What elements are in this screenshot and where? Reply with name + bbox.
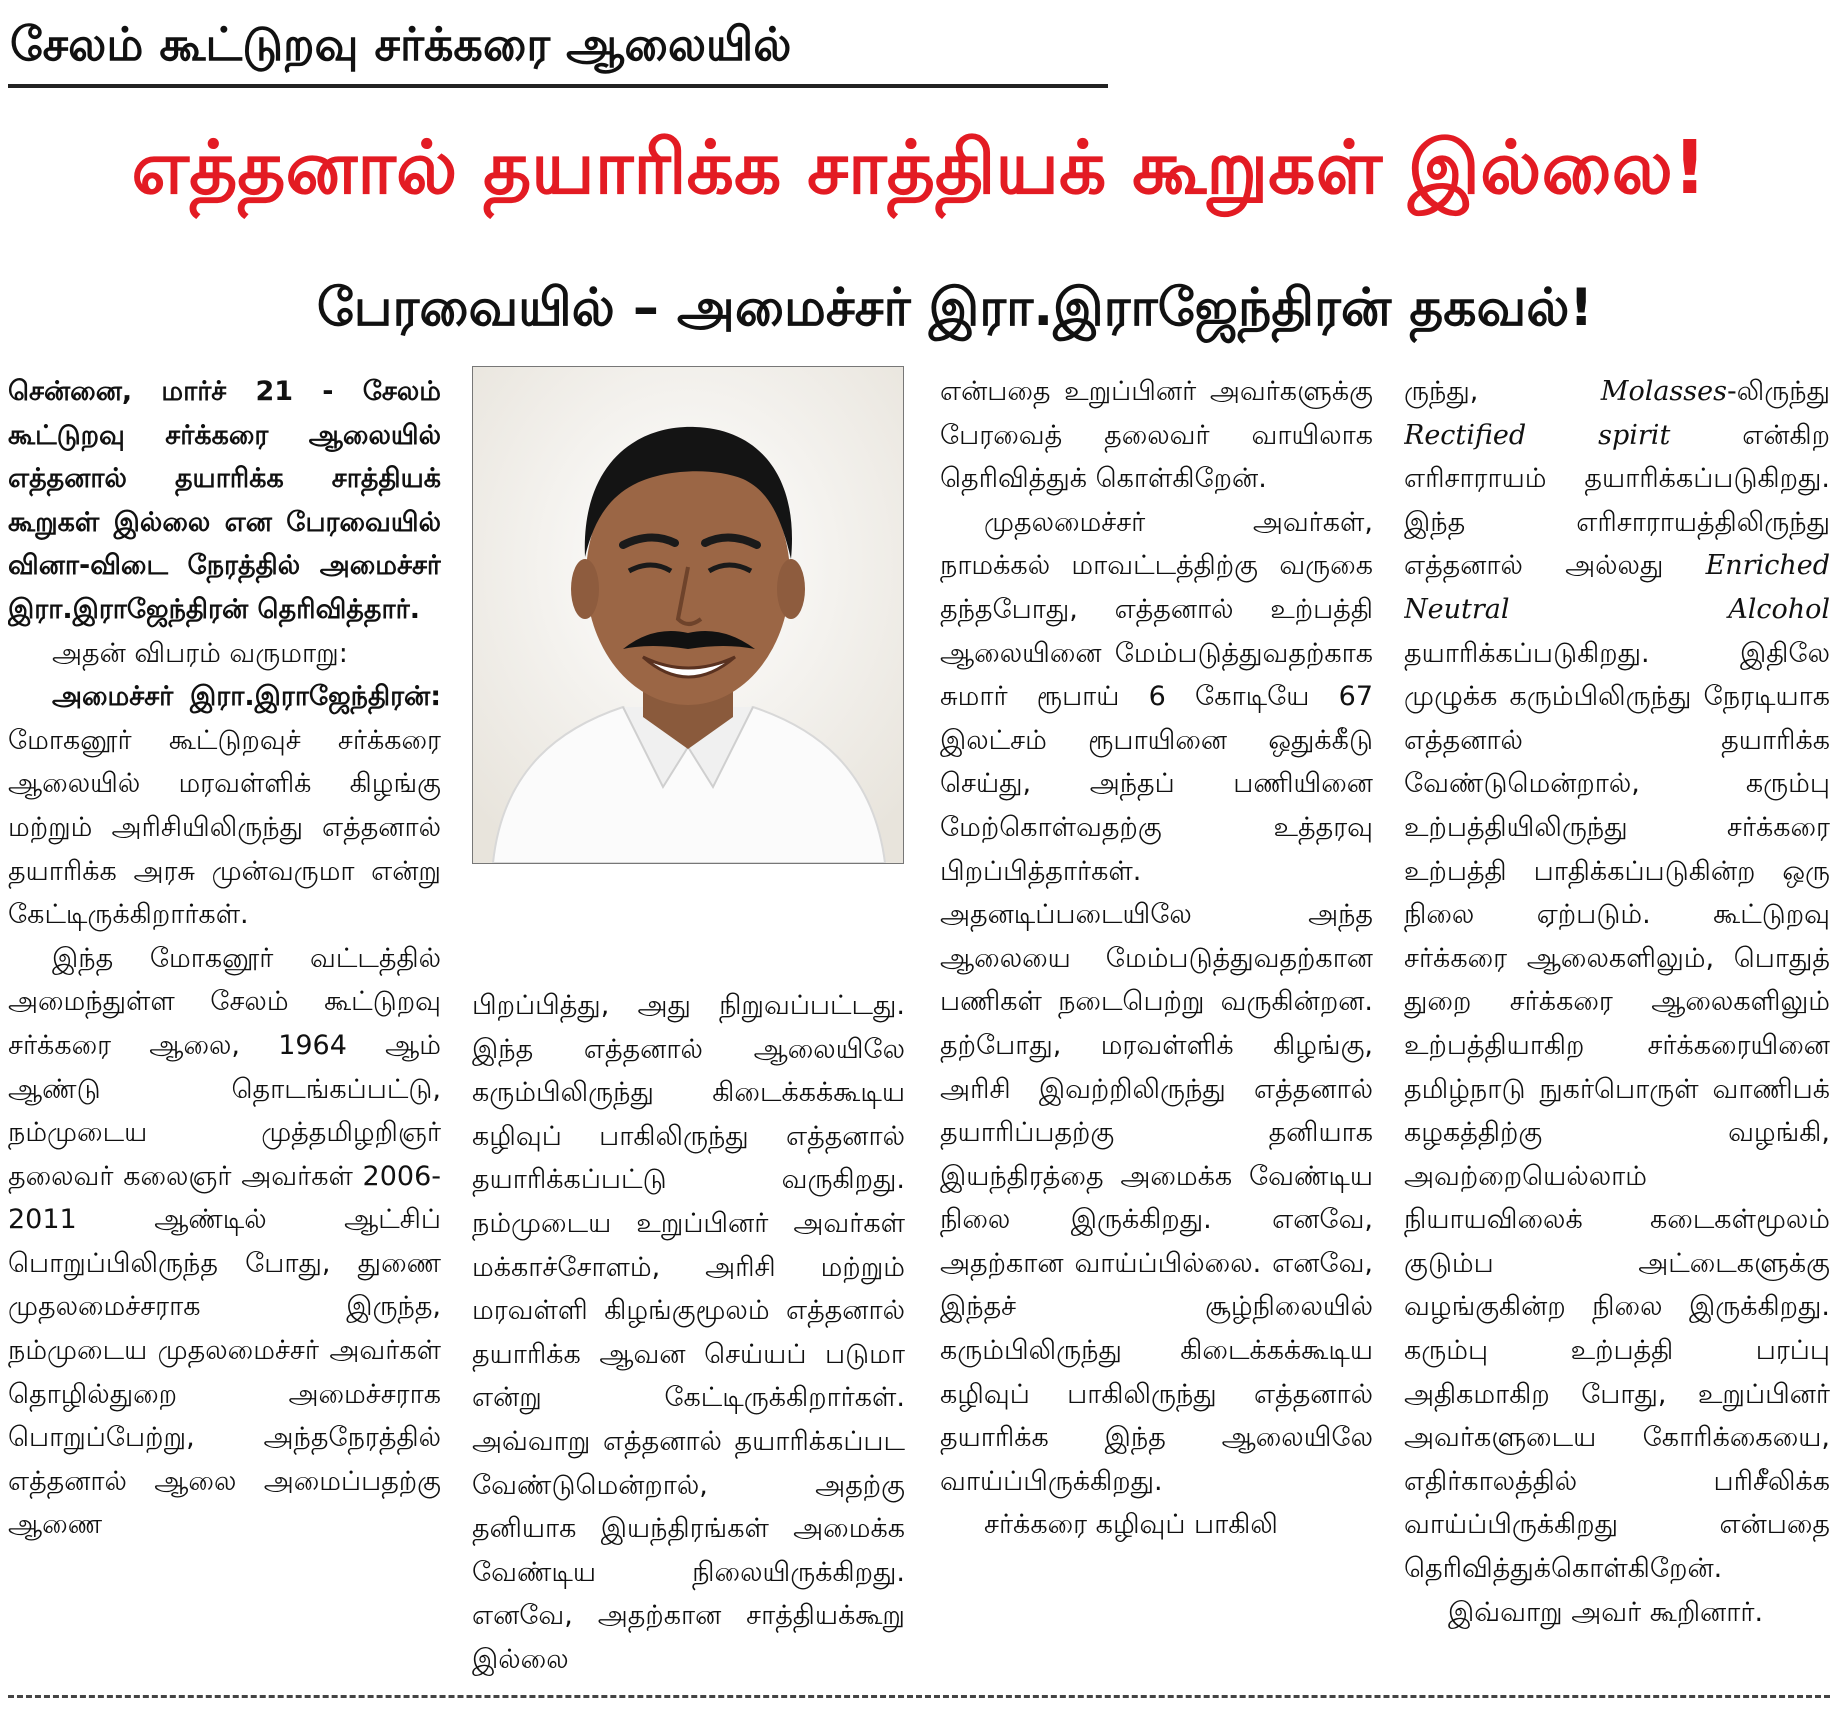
body-text-4b: -லிருந்து	[1726, 376, 1830, 407]
body-text-4a: ருந்து,	[1404, 376, 1479, 407]
article-column-2	[472, 984, 905, 1682]
subheadline: பேரவையில் – அமைச்சர் இரா.இராஜேந்திரன் தகவல்!	[316, 278, 1594, 338]
term-enriched-neutral-alcohol: Enriched Neutral Alcohol	[1404, 550, 1830, 625]
body-text-2c: என்பதை உறுப்பினர் அவர்களுக்கு பேரவைத் தலைவர் வாயிலாக தெரிவித்துக் கொள்கிறேன்.	[940, 376, 1373, 495]
lead-text: சேலம் கூட்டுறவு சர்க்கரை ஆலையில் எத்தனால் தயாரிக்க சாத்தியக் கூறுகள் இல்லை என பேரவையில் வினா-விடை நேரத்தில் அமைச்சர் இரா.இராஜேந்திரன் தெரிவித்தார்.	[8, 376, 441, 625]
term-molasses: Molasses	[1600, 376, 1727, 407]
minister-portrait-photo	[472, 366, 904, 864]
body-text-1: மோகனூர் கூட்டுறவுச் சர்க்கரை ஆலையில் மரவள்ளிக் கிழங்கு மற்றும் அரிசியிலிருந்து எத்தனால் தயாரிக்க அரசு முன்வருமா என்று கேட்டிருக்கிறார்கள்.	[8, 724, 441, 931]
kicker-heading: சேலம் கூட்டுறவு சர்க்கரை ஆலையில்	[10, 17, 792, 71]
article-column-3	[940, 370, 1373, 1682]
bottom-dashed-divider	[8, 1695, 1830, 1698]
headline: எத்தனால் தயாரிக்க சாத்தியக் கூறுகள் இல்லை!	[131, 125, 1707, 211]
kicker-underline	[8, 84, 1108, 88]
closing-line: இவ்வாறு அவர் கூறினார்.	[1448, 1596, 1764, 1628]
lead-paragraph	[8, 370, 441, 632]
body-text-2b: பிறப்பித்து, அது நிறுவப்பட்டது. இந்த எத்தனால் ஆலையிலே கரும்பிலிருந்து கிடைக்கக்கூடிய கழிவுப் பாகிலிருந்து எத்தனால் தயாரிக்கப்பட்டு வருகிறது. நம்முடைய உறுப்பினர் அவர்கள் மக்காச்சோளம், அரிசி மற்றும் மரவள்ளி கிழங்குமூலம் எத்தனால் தயாரிக்க ஆவன செய்யப் படுமா என்று கேட்டிருக்கிறார்கள். அவ்வாறு எத்தனால் தயாரிக்கப்பட வேண்டுமென்றால், அதற்கு தனியாக இயந்திரங்கள் அமைக்க வேண்டிய நிலையிருக்கிறது. எனவே, அதற்கான சாத்தியக்கூறு இல்லை	[472, 990, 905, 1675]
body-text-4	[1404, 370, 1830, 1591]
minister-portrait-icon	[473, 367, 903, 863]
article-column-1	[8, 370, 441, 1682]
speaker-paragraph	[8, 675, 441, 937]
intro-line: அதன் விபரம் வருமாறு:	[52, 637, 348, 669]
body-text-4c: என்கிற எரிசாராயம் தயாரிக்கப்படுகிறது. இந்த எரிசாராயத்திலிருந்து எத்தனால் அல்லது	[1404, 419, 1830, 582]
dateline: சென்னை, மார்ச் 21 -	[8, 376, 334, 407]
body-text-4d: தயாரிக்கப்படுகிறது. இதிலே முழுக்க கரும்பிலிருந்து நேரடியாக எத்தனால் தயாரிக்க வேண்டுமென்றால், கரும்பு உற்பத்தியிலிருந்து சர்க்கரை உற்பத்தி பாதிக்கப்படுகின்ற ஒரு நிலை ஏற்படும். கூட்டுறவு சர்க்கரை ஆலைகளிலும், பொதுத் துறை சர்க்கரை ஆலைகளிலும் உற்பத்தியாகிற சர்க்கரையினை தமிழ்நாடு நுகர்பொருள் வாணிபக் கழகத்திற்கு வழங்கி, அவற்றையெல்லாம் நியாயவிலைக் கடைகள்மூலம் குடும்ப அட்டைகளுக்கு வழங்குகின்ற நிலை இருக்கிறது. கரும்பு உற்பத்தி பரப்பு அதிகமாகிற போது, உறுப்பினர் அவர்களுடைய கோரிக்கையை, எதிர்காலத்தில் பரிசீலிக்க வாய்ப்பிருக்கிறது என்பதை தெரிவித்துக்கொள்கிறேன்.	[1404, 637, 1830, 1585]
speaker-name: அமைச்சர் இரா.இராஜேந்திரன்:	[52, 681, 441, 713]
article-column-4	[1404, 370, 1830, 1682]
body-text-3: முதலமைச்சர் அவர்கள், நாமக்கல் மாவட்டத்திற்கு வருகை தந்தபோது, எத்தனால் உற்பத்தி ஆலையினை மேம்படுத்துவதற்காக சுமார் ரூபாய் 6 கோடியே 67 இலட்சம் ரூபாயினை ஒதுக்கீடு செய்து, அந்தப் பணியினை மேற்கொள்வதற்கு உத்தரவு பிறப்பித்தார்கள். அதனடிப்படையிலே அந்த ஆலையை மேம்படுத்துவதற்கான பணிகள் நடைபெற்று வருகின்றன. தற்போது, மரவள்ளிக் கிழங்கு, அரிசி இவற்றிலிருந்து எத்தனால் தயாரிப்பதற்கு தனியாக இயந்திரத்தை அமைக்க வேண்டிய நிலை இருக்கிறது. எனவே, அதற்கான வாய்ப்பில்லை. எனவே, இந்தச் சூழ்நிலையில் கரும்பிலிருந்து கிடைக்கக்கூடிய கழிவுப் பாகிலிருந்து எத்தனால் தயாரிக்க இந்த ஆலையிலே வாய்ப்பிருக்கிறது.	[940, 506, 1373, 1497]
body-text-2: இந்த மோகனூர் வட்டத்தில் அமைந்துள்ள சேலம் கூட்டுறவு சர்க்கரை ஆலை, 1964 ஆம் ஆண்டு தொடங்கப்பட்டு, நம்முடைய முத்தமிழறிஞர் தலைவர் கலைஞர் அவர்கள் 2006-2011 ஆண்டில் ஆட்சிப் பொறுப்பிலிருந்த போது, துணை முதலமைச்சராக இருந்த, நம்முடைய முதலமைச்சர் அவர்கள் தொழில்துறை அமைச்சராக பொறுப்பேற்று, அந்தநேரத்தில் எத்தனால் ஆலை அமைப்பதற்கு ஆணை	[8, 942, 441, 1541]
body-text-4-start: சர்க்கரை கழிவுப் பாகிலி	[984, 1509, 1278, 1541]
term-rectified-spirit: Rectified spirit	[1404, 419, 1671, 451]
